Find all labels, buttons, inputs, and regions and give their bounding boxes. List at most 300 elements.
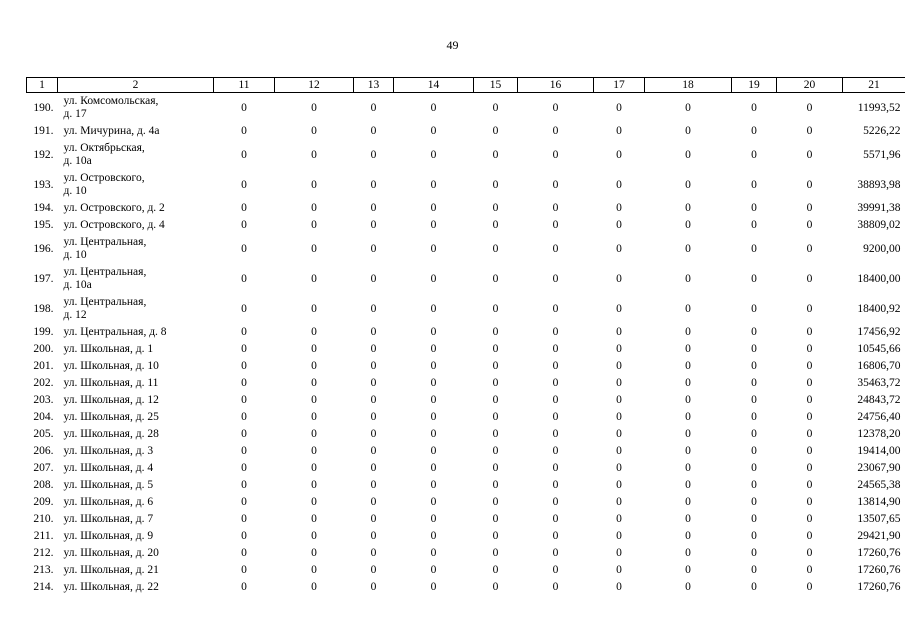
total-cell: 19414,00 — [857, 445, 901, 457]
value-cell: 0 — [241, 445, 247, 457]
row-number: 196. — [33, 242, 54, 255]
address-line: д. 12 — [63, 309, 87, 321]
value-cell: 0 — [430, 564, 437, 576]
value-cell: 0 — [616, 564, 622, 576]
address-line: ул. Школьная, д. 20 — [63, 547, 159, 559]
value-cell: 0 — [430, 125, 437, 137]
value-cell: 0 — [311, 530, 317, 542]
value-cell: 0 — [241, 360, 247, 372]
value-cell: 0 — [751, 547, 757, 559]
value-cell: 0 — [806, 202, 813, 214]
value-cell: 0 — [552, 462, 559, 474]
value-cell: 0 — [806, 377, 813, 389]
value-cell: 0 — [241, 302, 247, 315]
value-cell: 0 — [806, 148, 813, 161]
value-cell: 0 — [430, 479, 437, 491]
address-line: ул. Октябрьская, — [63, 142, 145, 154]
value-cell: 0 — [685, 343, 691, 355]
address-cell — [58, 494, 214, 511]
value-cell: 0 — [311, 125, 317, 137]
address-line: ул. Школьная, д. 22 — [63, 581, 159, 593]
total-cell: 18400,00 — [857, 272, 901, 285]
total-cell: 35463,72 — [857, 377, 901, 389]
total-cell: 24843,72 — [857, 394, 901, 406]
value-cell: 0 — [751, 101, 757, 114]
value-cell: 0 — [616, 178, 622, 191]
value-cell: 0 — [552, 547, 559, 559]
address-line: ул. Комсомольская, — [63, 95, 159, 107]
address-line: д. 10а — [63, 155, 92, 167]
value-cell: 0 — [241, 581, 247, 593]
value-cell: 0 — [430, 360, 437, 372]
value-cell: 0 — [430, 219, 437, 231]
address-line: ул. Центральная, — [63, 266, 147, 278]
address-cell — [58, 294, 214, 324]
table-row — [27, 528, 905, 545]
value-cell: 0 — [751, 581, 757, 593]
value-cell: 0 — [806, 272, 813, 285]
value-cell: 0 — [370, 479, 377, 491]
total-cell: 39991,38 — [857, 202, 901, 214]
row-number: 201. — [33, 360, 54, 372]
value-cell: 0 — [370, 343, 377, 355]
value-cell: 0 — [685, 513, 691, 525]
table-row — [27, 494, 905, 511]
total-cell: 12378,20 — [857, 428, 901, 440]
address-line: ул. Школьная, д. 21 — [63, 564, 159, 576]
value-cell: 0 — [492, 411, 499, 423]
address-line: ул. Центральная, д. 8 — [63, 326, 167, 338]
value-cell: 0 — [241, 272, 247, 285]
value-cell: 0 — [311, 148, 317, 161]
value-cell: 0 — [685, 547, 691, 559]
column-header: 20 — [777, 78, 843, 93]
value-cell: 0 — [616, 428, 622, 440]
address-cell — [58, 358, 214, 375]
column-header: 14 — [394, 78, 474, 93]
table-row — [27, 511, 905, 528]
row-number: 211. — [33, 530, 54, 542]
table-body — [27, 93, 905, 597]
total-cell: 18400,92 — [857, 302, 901, 315]
value-cell: 0 — [806, 496, 813, 508]
value-cell: 0 — [311, 326, 317, 338]
value-cell: 0 — [751, 394, 757, 406]
value-cell: 0 — [751, 479, 757, 491]
row-number: 194. — [33, 202, 54, 214]
address-cell — [58, 511, 214, 528]
value-cell: 0 — [552, 202, 559, 214]
value-cell: 0 — [241, 564, 247, 576]
value-cell: 0 — [241, 125, 247, 137]
address-cell — [58, 170, 214, 200]
value-cell: 0 — [430, 530, 437, 542]
value-cell: 0 — [311, 178, 317, 191]
value-cell: 0 — [430, 343, 437, 355]
table-row — [27, 545, 905, 562]
total-cell: 38893,98 — [857, 178, 901, 191]
value-cell: 0 — [241, 513, 247, 525]
table-row — [27, 562, 905, 579]
value-cell: 0 — [806, 360, 813, 372]
address-cell — [58, 443, 214, 460]
value-cell: 0 — [552, 496, 559, 508]
value-cell: 0 — [806, 343, 813, 355]
table-row — [27, 140, 905, 170]
value-cell: 0 — [751, 125, 757, 137]
table-row — [27, 579, 905, 596]
row-number: 213. — [33, 564, 54, 576]
total-cell: 17456,92 — [857, 326, 901, 338]
total-cell: 16806,70 — [857, 360, 901, 372]
value-cell: 0 — [492, 302, 499, 315]
address-cell — [58, 579, 214, 596]
address-cell — [58, 217, 214, 234]
value-cell: 0 — [751, 428, 757, 440]
value-cell: 0 — [751, 513, 757, 525]
address-cell — [58, 234, 214, 264]
value-cell: 0 — [492, 101, 499, 114]
value-cell: 0 — [311, 377, 317, 389]
table-row — [27, 93, 905, 124]
total-cell: 17260,76 — [857, 547, 901, 559]
address-cell — [58, 375, 214, 392]
table-row — [27, 443, 905, 460]
value-cell: 0 — [552, 513, 559, 525]
value-cell: 0 — [751, 302, 757, 315]
row-number: 192. — [33, 148, 54, 161]
value-cell: 0 — [685, 219, 691, 231]
value-cell: 0 — [751, 148, 757, 161]
address-line: ул. Островского, д. 4 — [63, 219, 165, 231]
value-cell: 0 — [311, 272, 317, 285]
value-cell: 0 — [430, 462, 437, 474]
value-cell: 0 — [311, 581, 317, 593]
value-cell: 0 — [616, 479, 622, 491]
value-cell: 0 — [241, 326, 247, 338]
value-cell: 0 — [552, 428, 559, 440]
column-header: 13 — [354, 78, 394, 93]
value-cell: 0 — [806, 547, 813, 559]
value-cell: 0 — [430, 547, 437, 559]
column-header: 11 — [214, 78, 275, 93]
table-row — [27, 477, 905, 494]
value-cell: 0 — [685, 101, 691, 114]
value-cell: 0 — [806, 564, 813, 576]
address-line: ул. Островского, — [63, 172, 145, 184]
table-row — [27, 200, 905, 217]
total-cell: 5571,96 — [863, 148, 901, 161]
value-cell: 0 — [685, 272, 691, 285]
value-cell: 0 — [616, 101, 622, 114]
value-cell: 0 — [552, 343, 559, 355]
value-cell: 0 — [552, 360, 559, 372]
value-cell: 0 — [806, 513, 813, 525]
address-line: ул. Школьная, д. 25 — [63, 411, 159, 423]
value-cell: 0 — [492, 148, 499, 161]
value-cell: 0 — [430, 202, 437, 214]
value-cell: 0 — [552, 101, 559, 114]
value-cell: 0 — [492, 496, 499, 508]
value-cell: 0 — [685, 462, 691, 474]
value-cell: 0 — [552, 242, 559, 255]
value-cell: 0 — [311, 302, 317, 315]
page-number: 49 — [446, 38, 459, 52]
address-line: д. 10 — [63, 249, 87, 261]
value-cell: 0 — [685, 581, 691, 593]
address-line: д. 10 — [63, 185, 87, 197]
address-cell — [58, 562, 214, 579]
value-cell: 0 — [492, 445, 499, 457]
column-header: 21 — [843, 78, 905, 93]
value-cell: 0 — [616, 581, 622, 593]
value-cell: 0 — [492, 326, 499, 338]
value-cell: 0 — [430, 326, 437, 338]
value-cell: 0 — [552, 272, 559, 285]
value-cell: 0 — [751, 530, 757, 542]
total-cell: 9200,00 — [863, 242, 901, 255]
value-cell: 0 — [806, 101, 813, 114]
value-cell: 0 — [751, 377, 757, 389]
value-cell: 0 — [806, 242, 813, 255]
table-row — [27, 426, 905, 443]
value-cell: 0 — [685, 326, 691, 338]
value-cell: 0 — [806, 581, 813, 593]
row-number: 208. — [33, 479, 54, 491]
row-number: 210. — [33, 513, 54, 525]
address-line: ул. Мичурина, д. 4а — [63, 125, 160, 137]
total-cell: 13814,90 — [857, 496, 901, 508]
value-cell: 0 — [552, 479, 559, 491]
address-line: ул. Школьная, д. 3 — [63, 445, 154, 457]
row-number: 209. — [33, 496, 54, 508]
address-line: ул. Школьная, д. 6 — [63, 496, 154, 508]
value-cell: 0 — [616, 242, 622, 255]
value-cell: 0 — [370, 219, 377, 231]
row-number: 198. — [33, 302, 54, 315]
address-cell — [58, 140, 214, 170]
total-cell: 38809,02 — [857, 219, 901, 231]
value-cell: 0 — [430, 496, 437, 508]
value-cell: 0 — [370, 394, 377, 406]
value-cell: 0 — [616, 445, 622, 457]
value-cell: 0 — [751, 326, 757, 338]
table-row — [27, 341, 905, 358]
table-row — [27, 170, 905, 200]
value-cell: 0 — [311, 564, 317, 576]
value-cell: 0 — [311, 202, 317, 214]
value-cell: 0 — [552, 148, 559, 161]
value-cell: 0 — [430, 581, 437, 593]
row-number: 193. — [33, 178, 54, 191]
total-cell: 23067,90 — [857, 462, 901, 474]
row-number: 202. — [33, 377, 54, 389]
row-number: 203. — [33, 394, 54, 406]
value-cell: 0 — [751, 564, 757, 576]
column-header: 19 — [732, 78, 777, 93]
value-cell: 0 — [751, 219, 757, 231]
value-cell: 0 — [806, 411, 813, 423]
value-cell: 0 — [616, 202, 622, 214]
value-cell: 0 — [552, 411, 559, 423]
value-cell: 0 — [370, 564, 377, 576]
table-row — [27, 264, 905, 294]
address-line: ул. Школьная, д. 28 — [63, 428, 159, 440]
value-cell: 0 — [806, 178, 813, 191]
value-cell: 0 — [370, 125, 377, 137]
value-cell: 0 — [616, 530, 622, 542]
table-row — [27, 409, 905, 426]
value-cell: 0 — [751, 202, 757, 214]
value-cell: 0 — [552, 564, 559, 576]
row-number: 214. — [33, 581, 54, 593]
value-cell: 0 — [430, 428, 437, 440]
column-header: 16 — [518, 78, 594, 93]
value-cell: 0 — [311, 428, 317, 440]
address-cell — [58, 93, 214, 124]
value-cell: 0 — [806, 326, 813, 338]
total-cell: 11993,52 — [857, 101, 901, 114]
value-cell: 0 — [311, 547, 317, 559]
address-line: ул. Школьная, д. 5 — [63, 479, 154, 491]
value-cell: 0 — [241, 178, 247, 191]
value-cell: 0 — [492, 394, 499, 406]
table-container — [26, 77, 905, 596]
row-number: 205. — [33, 428, 54, 440]
value-cell: 0 — [241, 343, 247, 355]
value-cell: 0 — [751, 411, 757, 423]
value-cell: 0 — [370, 148, 377, 161]
address-cell — [58, 324, 214, 341]
value-cell: 0 — [552, 377, 559, 389]
value-cell: 0 — [751, 462, 757, 474]
value-cell: 0 — [311, 242, 317, 255]
value-cell: 0 — [492, 360, 499, 372]
row-number: 191. — [33, 125, 54, 137]
value-cell: 0 — [685, 496, 691, 508]
value-cell: 0 — [616, 547, 622, 559]
value-cell: 0 — [241, 547, 247, 559]
value-cell: 0 — [370, 377, 377, 389]
value-cell: 0 — [751, 178, 757, 191]
value-cell: 0 — [370, 530, 377, 542]
value-cell: 0 — [492, 242, 499, 255]
table-row — [27, 294, 905, 324]
value-cell: 0 — [552, 581, 559, 593]
address-cell — [58, 341, 214, 358]
address-line: ул. Школьная, д. 10 — [63, 360, 159, 372]
value-cell: 0 — [492, 219, 499, 231]
value-cell: 0 — [311, 513, 317, 525]
total-cell: 13507,65 — [857, 513, 901, 525]
value-cell: 0 — [430, 411, 437, 423]
address-line: д. 17 — [63, 108, 87, 120]
value-cell: 0 — [430, 394, 437, 406]
value-cell: 0 — [685, 428, 691, 440]
value-cell: 0 — [552, 445, 559, 457]
value-cell: 0 — [241, 530, 247, 542]
value-cell: 0 — [492, 581, 499, 593]
value-cell: 0 — [370, 302, 377, 315]
value-cell: 0 — [806, 428, 813, 440]
value-cell: 0 — [751, 242, 757, 255]
value-cell: 0 — [685, 178, 691, 191]
value-cell: 0 — [241, 479, 247, 491]
value-cell: 0 — [370, 547, 377, 559]
value-cell: 0 — [370, 178, 377, 191]
value-cell: 0 — [311, 496, 317, 508]
value-cell: 0 — [241, 202, 247, 214]
value-cell: 0 — [616, 343, 622, 355]
value-cell: 0 — [492, 513, 499, 525]
total-cell: 10545,66 — [857, 343, 901, 355]
value-cell: 0 — [552, 326, 559, 338]
address-line: ул. Школьная, д. 9 — [63, 530, 154, 542]
row-number: 204. — [33, 411, 54, 423]
value-cell: 0 — [806, 479, 813, 491]
value-cell: 0 — [311, 219, 317, 231]
value-cell: 0 — [370, 101, 377, 114]
total-cell: 17260,76 — [857, 564, 901, 576]
address-line: ул. Школьная, д. 11 — [63, 377, 159, 389]
value-cell: 0 — [370, 326, 377, 338]
column-header: 1 — [27, 78, 58, 93]
value-cell: 0 — [430, 513, 437, 525]
value-cell: 0 — [492, 479, 499, 491]
value-cell: 0 — [616, 219, 622, 231]
row-number: 207. — [33, 462, 54, 474]
value-cell: 0 — [492, 462, 499, 474]
value-cell: 0 — [751, 360, 757, 372]
value-cell: 0 — [430, 242, 437, 255]
value-cell: 0 — [616, 462, 622, 474]
value-cell: 0 — [751, 272, 757, 285]
row-number: 195. — [33, 219, 54, 231]
table-row — [27, 375, 905, 392]
value-cell: 0 — [311, 394, 317, 406]
row-number: 199. — [33, 326, 54, 338]
value-cell: 0 — [311, 462, 317, 474]
value-cell: 0 — [241, 148, 247, 161]
address-line: ул. Школьная, д. 7 — [63, 513, 154, 525]
address-line: ул. Школьная, д. 12 — [63, 394, 159, 406]
row-number: 200. — [33, 343, 54, 355]
value-cell: 0 — [492, 530, 499, 542]
value-cell: 0 — [685, 530, 691, 542]
column-header: 18 — [645, 78, 732, 93]
value-cell: 0 — [492, 343, 499, 355]
total-cell: 24756,40 — [857, 411, 901, 423]
table-row — [27, 392, 905, 409]
value-cell: 0 — [685, 445, 691, 457]
address-cell — [58, 545, 214, 562]
address-line: ул. Школьная, д. 1 — [63, 343, 154, 355]
value-cell: 0 — [616, 125, 622, 137]
table-row — [27, 460, 905, 477]
value-cell: 0 — [430, 302, 437, 315]
table-row — [27, 217, 905, 234]
value-cell: 0 — [685, 564, 691, 576]
address-cell — [58, 528, 214, 545]
value-cell: 0 — [616, 394, 622, 406]
value-cell: 0 — [616, 411, 622, 423]
address-cell — [58, 426, 214, 443]
value-cell: 0 — [370, 445, 377, 457]
address-line: ул. Школьная, д. 4 — [63, 462, 154, 474]
value-cell: 0 — [241, 242, 247, 255]
value-cell: 0 — [370, 581, 377, 593]
value-cell: 0 — [370, 513, 377, 525]
